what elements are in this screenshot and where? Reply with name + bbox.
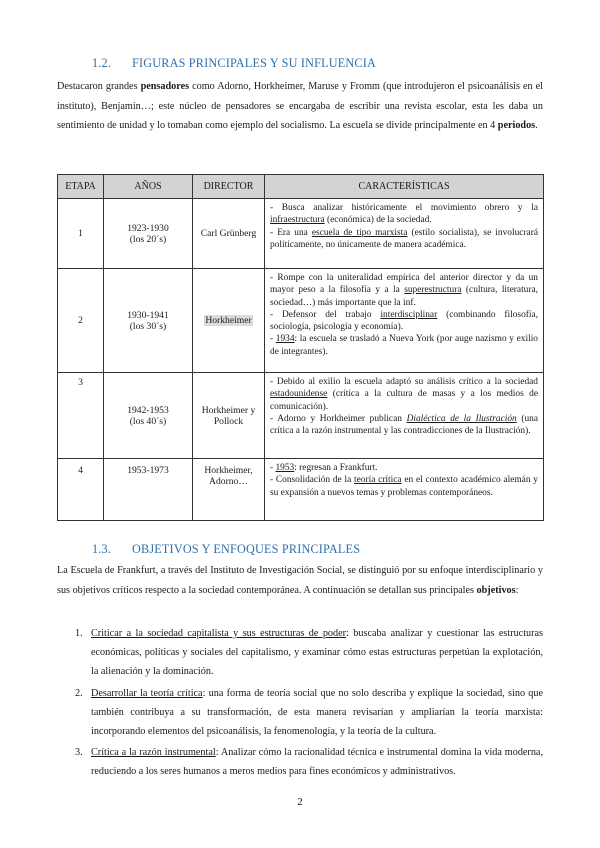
text-run: - Debido al exilio la escuela adaptó su análisis crítico a la sociedad: [270, 377, 538, 387]
underlined-term: estadounidense: [270, 389, 328, 400]
years-range: 1923-1930: [127, 222, 169, 234]
text-run: - Defensor del trabajo: [270, 309, 381, 320]
list-number: 3.: [75, 747, 83, 759]
cell-etapa: 3: [58, 373, 104, 459]
objectives-intro-paragraph: [57, 561, 543, 600]
highlighted-director: Horkheimer: [205, 315, 252, 326]
table-header-row: [58, 175, 544, 199]
header-anos: AÑOS: [104, 175, 193, 199]
decade-label: (los 30´s): [129, 320, 167, 332]
table-row: [58, 459, 544, 521]
text-run: :: [515, 584, 519, 596]
text-run: : regresan a Frankfurt.: [294, 463, 378, 473]
text-run: : la escuela se trasladó a Nueva York (por auge nazismo y exilio de integrantes).: [270, 334, 538, 357]
cell-etapa: 4: [58, 459, 104, 521]
underlined-term: teoría crítica: [354, 475, 402, 486]
bold-term: pensadores: [140, 81, 190, 92]
text-run: (estilo socialista), se involucrará políticamente, no únicamente de manera académica.: [270, 227, 538, 250]
director-line: Horkheimer y: [201, 404, 256, 416]
underlined-term: escuela de tipo marxista: [311, 227, 408, 238]
text-run: - Era una: [270, 227, 312, 238]
objective-text: : buscaba analizar y cuestionar las estructuras económicas, políticas y sociales del capitalismo, y examinar cómo estas estructuras perpetúan la explotación, la alienación y la dominación.: [91, 628, 544, 678]
underlined-term: 1953: [275, 463, 295, 473]
underlined-term: 1934: [275, 334, 295, 345]
cell-director: Carl Grünberg: [193, 199, 265, 269]
table-row: [58, 269, 544, 373]
list-item: [57, 624, 543, 682]
bold-term: objetivos: [476, 584, 516, 596]
section-title: OBJETIVOS Y ENFOQUES PRINCIPALES: [132, 542, 361, 556]
text-run: - Consolidación de la: [270, 475, 355, 486]
bold-term: periodos: [497, 120, 536, 132]
table-row: [58, 199, 544, 269]
objective-title: Crítica a la razón instrumental: [91, 747, 216, 759]
section-number: 1.2.: [92, 56, 112, 70]
section-heading-figuras: [92, 56, 376, 71]
cell-caracteristicas: [265, 269, 544, 373]
table-row: [58, 373, 544, 459]
cell-anos: [104, 269, 193, 373]
underlined-term: infraestructura: [270, 215, 325, 226]
section-heading-objetivos: [92, 542, 360, 557]
cell-anos: 1953-1973: [104, 459, 193, 521]
section-title: FIGURAS PRINCIPALES Y SU INFLUENCIA: [132, 56, 377, 70]
page-number: 2: [297, 796, 303, 808]
header-director: DIRECTOR: [193, 175, 265, 199]
cell-caracteristicas: [265, 459, 544, 521]
text-run: - Rompe con la uniteralidad empírica del anterior director y da un mayor peso a la filosofía y a la: [270, 273, 538, 296]
text-run: Destacaron grandes: [57, 81, 141, 92]
director-line: Pollock: [213, 415, 244, 427]
cell-director: [193, 459, 265, 521]
text-run: -: [270, 334, 276, 345]
cell-caracteristicas: [265, 199, 544, 269]
cell-etapa: 1: [58, 199, 104, 269]
text-run: (crítica a la cultura de masas y a los medios de comunicación).: [270, 389, 538, 412]
book-title: Dialéctica de la Ilustración: [406, 413, 517, 424]
list-number: 2.: [75, 687, 83, 699]
text-run: como Adorno, Horkheimer, Maruse y Fromm (que introdujeron el psicoanálisis en el instituto), Benjamin…; este núcleo de pensadores se encargaba de escribir una revista escolar, esta les daba un sentimiento de unidad y lo tomaban como ejemplo del socialismo. La escuela se divide principalmente en 4: [57, 81, 543, 132]
header-caracteristicas: CARACTERÍSTICAS: [265, 175, 544, 199]
list-number: 1.: [75, 628, 83, 639]
objectives-list: [57, 624, 543, 784]
cell-director: [193, 373, 265, 459]
cell-anos: [104, 373, 193, 459]
text-run: La Escuela de Frankfurt, a través del Instituto de Investigación Social, se distinguió por su enfoque interdisciplinario y sus objetivos críticos respecto a la sociedad contemporánea. A continuación se detallan sus principales: [57, 565, 543, 596]
cell-anos: [104, 199, 193, 269]
cell-director: [193, 269, 265, 373]
list-item: [57, 684, 543, 742]
text-run: - Adorno y Horkheimer publican: [270, 413, 407, 424]
objective-title: Desarrollar la teoría crítica: [91, 687, 203, 699]
objective-text: : Analizar cómo la racionalidad técnica e instrumental domina la vida moderna, reduciendo a los seres humanos a meros medios para fines económicos y administrativos.: [91, 747, 543, 778]
cell-caracteristicas: [265, 373, 544, 459]
director-line: Horkheimer,: [204, 465, 253, 476]
text-run: (económica) de la sociedad.: [324, 215, 432, 226]
stages-table: [57, 174, 544, 521]
decade-label: (los 20´s): [129, 233, 167, 245]
text-run: .: [535, 120, 538, 132]
years-range: 1930-1941: [127, 309, 169, 321]
header-etapa: ETAPA: [58, 175, 104, 199]
intro-paragraph: [57, 77, 543, 136]
list-item: [57, 743, 543, 781]
underlined-term: superestructura: [404, 285, 462, 296]
decade-label: (los 40´s): [129, 415, 167, 427]
objective-title: Criticar a la sociedad capitalista y sus estructuras de poder: [91, 628, 347, 639]
text-run: (cultura, literatura, sociedad…) más importante que la inf.: [270, 285, 538, 308]
text-run: - Busca analizar históricamente el movimiento obrero y la: [270, 203, 538, 213]
director-line: Adorno…: [209, 476, 248, 487]
text-run: (combinando filosofía, sociología, psicología y economía).: [270, 309, 538, 333]
text-run: (una crítica a la razón instrumental y las contradicciones de la Ilustración).: [270, 413, 538, 437]
section-number: 1.3.: [92, 542, 112, 556]
text-run: en el contexto académico alemán y su expansión a nuevos temas y problemas contemporáneos.: [270, 475, 538, 498]
years-range: 1942-1953: [127, 404, 169, 416]
underlined-term: interdisciplinar: [380, 309, 438, 320]
text-run: -: [270, 463, 276, 473]
cell-etapa: 2: [58, 269, 104, 373]
objective-text: : una forma de teoría social que no solo describa y explique la sociedad, sino que también contribuya a su transformación, de esta manera revisarían y ampliarían la teoría marxista: incorporando elementos del psicoanálisis, la fenomenología, y la teoría de la cultura.: [91, 687, 543, 738]
